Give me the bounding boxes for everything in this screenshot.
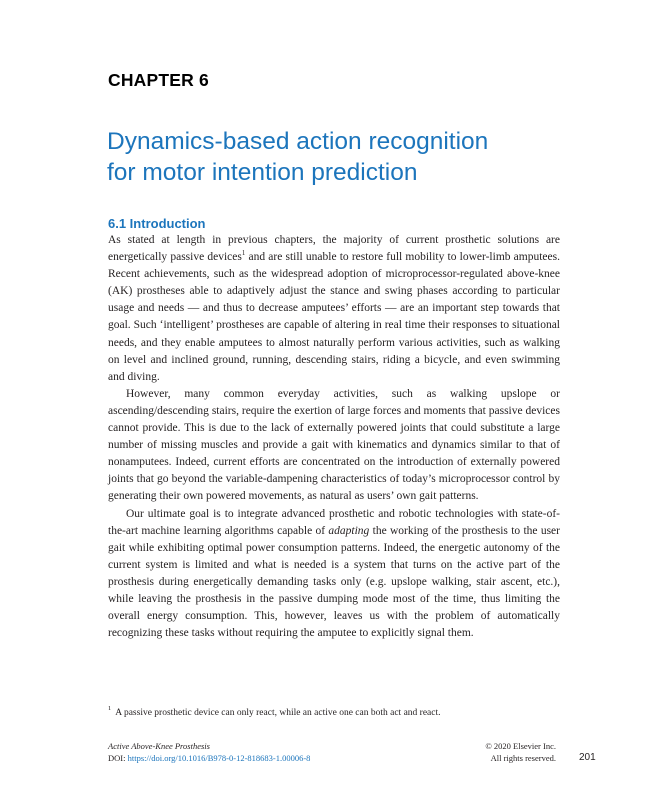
book-title: Active Above-Knee Prosthesis: [108, 741, 210, 751]
chapter-label: CHAPTER 6: [108, 70, 209, 90]
footer-copyright: [485, 740, 556, 764]
doi-label: DOI:: [108, 753, 128, 763]
paragraph-3-end: the working of the prosthesis to the user gait while exhibiting optimal power consumption patterns. Indeed, the energetic autonomy of the current system is limited and what is needed is a system that turns on the active part of the prosthesis during energetically demanding tasks only (e.g. upslope walking, stair ascent, etc.), while leaving the prosthesis in the passive dumping mode most of the time, thus limiting the overall energy consumption. This, however, leaves us with the problem of automatically recognizing these tasks without requiring the amputee to explicitly signal them.: [108, 524, 560, 640]
rights-text: All rights reserved.: [490, 753, 556, 763]
paragraph-3-start: Our ultimate goal is to integrate advanced prosthetic and robotic technologies with state-of-the-art machine learning algorithms capable of: [108, 507, 560, 537]
footnote-reference[interactable]: 1: [241, 249, 246, 258]
footnote-text: A passive prosthetic device can only react, while an active one can both act and react.: [115, 708, 441, 718]
paragraph-2: However, many common everyday activities, such as walking upslope or ascending/descending stairs, require the exertion of large forces and moments that passive devices cannot provide. This is due to the lack of externally powered joints that could substitute a large number of missing muscles and provide a gait with kinematics and dynamics similar to that of nonamputees. Indeed, current efforts are concentrated on the introduction of externally powered joints that go beyond the variable-dampening characteristics of today’s microprocessor control by generating their own powered movements, as natural as users’ own gait patterns.: [108, 387, 560, 503]
copyright-text: © 2020 Elsevier Inc.: [485, 741, 556, 751]
paragraph-1-end: and are still unable to restore full mobility to lower-limb amputees. Recent achievements, such as the widespread adoption of microprocessor-regulated above-knee (AK) prostheses able to adaptively adjust the stance and swing phases according to particular usage and needs — and thus to decrease amputees’ efforts — are an important step towards that goal. Such ‘intelligent’ prostheses are capable of altering in real time their responses to situational needs, and they enable amputees to almost naturally perform various activities, such as walking on level and inclined ground, running, descending stairs, riding a bicycle, and even swimming and diving.: [108, 251, 560, 383]
footnote-marker: 1: [108, 705, 112, 712]
section-heading: 6.1 Introduction: [108, 215, 206, 231]
emphasis-adapting: adapting: [328, 524, 370, 537]
chapter-title-line-1: Dynamics-based action recognition: [107, 128, 489, 156]
footnote: [108, 707, 560, 719]
paragraph-3: [108, 506, 560, 643]
doi-link[interactable]: https://doi.org/10.1016/B978-0-12-818683-1.00006-8: [127, 753, 311, 763]
footer-citation: [108, 740, 310, 764]
paragraph-1: [108, 232, 560, 386]
chapter-title-line-2: for motor intention prediction: [107, 159, 418, 187]
paragraph-1-start: As stated at length in previous chapters, the majority of current prosthetic solutions are energetically passive devices: [108, 234, 560, 264]
page-number: 201: [579, 752, 596, 763]
chapter-title: [107, 126, 567, 188]
body-text: [108, 232, 560, 642]
